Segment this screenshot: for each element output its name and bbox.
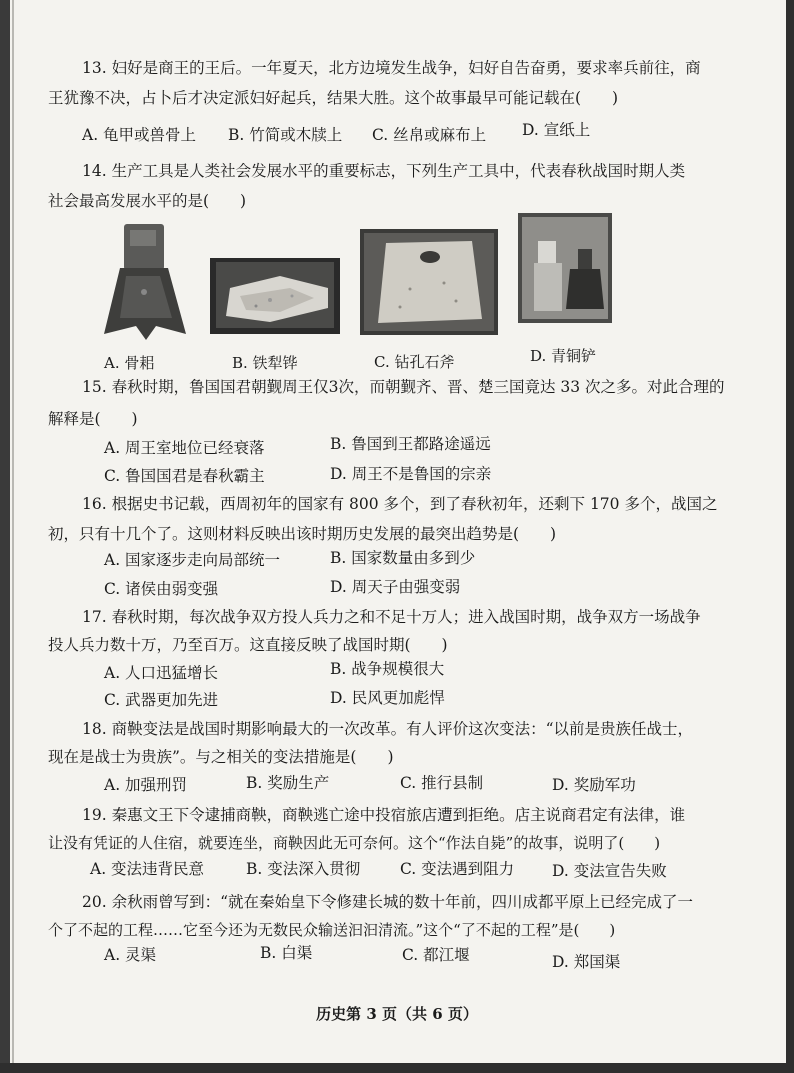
- bronze-spade-image: [518, 213, 612, 323]
- question-20-stem-2: 个了不起的工程……它至今还为无数民众输送汩汩清流。”这个“了不起的工程”是( ): [48, 921, 616, 939]
- question-13-option-c: C. 丝帛或麻布上: [372, 126, 487, 144]
- question-16-option-b: B. 国家数量由多到少: [330, 549, 476, 567]
- question-17-stem-2: 投人兵力数十万，乃至百万。这直接反映了战国时期( ): [48, 636, 448, 654]
- question-20-option-c: C. 都江堰: [402, 946, 470, 964]
- question-19-stem-1: 19. 秦惠文王下令逮捕商鞅，商鞅逃亡途中投宿旅店遭到拒绝。店主说商君定有法律，谁: [82, 806, 686, 824]
- question-13-option-b: B. 竹简或木牍上: [228, 126, 343, 144]
- question-14-stem-2: 社会最高发展水平的是( ): [48, 192, 247, 210]
- question-18-stem-2: 现在是战士为贵族”。与之相关的变法措施是( ): [48, 748, 394, 766]
- question-18-option-d: D. 奖励军功: [552, 776, 636, 794]
- question-13-option-d: D. 宣纸上: [522, 121, 591, 139]
- question-19-option-d: D. 变法宣告失败: [552, 862, 667, 880]
- question-15-stem-2: 解释是( ): [48, 410, 138, 428]
- question-20-option-d: D. 郑国渠: [552, 953, 621, 971]
- question-18-stem-1: 18. 商鞅变法是战国时期影响最大的一次改革。有人评价这次变法：“以前是贵族任战士，: [82, 720, 694, 738]
- scan-edge-line: [12, 0, 14, 1073]
- question-20-option-a: A. 灵渠: [104, 946, 157, 964]
- question-13-stem-2: 王犹豫不决，占卜后才决定派妇好起兵，结果大胜。这个故事最早可能记载在( ): [48, 89, 619, 107]
- question-17-option-a: A. 人口迅猛增长: [104, 664, 219, 682]
- question-17-stem-1: 17. 春秋时期，每次战争双方投人兵力之和不足十万人；进入战国时期，战争双方一场战争: [82, 608, 701, 626]
- question-17-option-b: B. 战争规模很大: [330, 660, 445, 678]
- question-17-option-c: C. 武器更加先进: [104, 691, 219, 709]
- question-20-option-b: B. 白渠: [260, 944, 313, 962]
- question-14-caption-c: C. 钻孔石斧: [374, 353, 455, 371]
- question-14-stem-1: 14. 生产工具是人类社会发展水平的重要标志，下列生产工具中，代表春秋战国时期人类: [82, 162, 686, 180]
- question-14-caption-d: D. 青铜铲: [530, 347, 597, 365]
- iron-plowshare-image: [210, 258, 340, 334]
- question-18-option-b: B. 奖励生产: [246, 774, 330, 792]
- question-16-stem-1: 16. 根据史书记载，西周初年的国家有 800 多个，到了春秋初年，还剩下 170 多个，战国之: [82, 495, 718, 513]
- question-16-option-d: D. 周天子由强变弱: [330, 578, 461, 596]
- question-15-option-a: A. 周王室地位已经衰落: [104, 439, 265, 457]
- question-17-option-d: D. 民风更加彪悍: [330, 689, 445, 707]
- question-16-option-c: C. 诸侯由弱变强: [104, 580, 219, 598]
- scan-edge-bottom: [0, 1063, 794, 1073]
- question-16-stem-2: 初，只有十几个了。这则材料反映出该时期历史发展的最突出趋势是( ): [48, 525, 557, 543]
- question-18-option-a: A. 加强刑罚: [104, 776, 188, 794]
- question-19-option-b: B. 变法深入贯彻: [246, 860, 361, 878]
- question-15-stem-1: 15. 春秋时期，鲁国国君朝觐周王仅3次，而朝觐齐、晋、楚三国竟达 33 次之多。对此合理的: [82, 378, 725, 396]
- question-15-option-b: B. 鲁国到王都路途遥远: [330, 435, 491, 453]
- question-13-stem-1: 13. 妇好是商王的王后。一年夏天，北方边境发生战争，妇好自告奋勇，要求率兵前往，商: [82, 59, 701, 77]
- question-15-option-d: D. 周王不是鲁国的宗亲: [330, 465, 492, 483]
- scan-edge-right: [786, 0, 794, 1073]
- scan-edge-left: [0, 0, 10, 1073]
- drilled-stone-axe-image: [360, 229, 498, 335]
- bone-spade-image: [100, 222, 192, 342]
- question-19-stem-2: 让没有凭证的人住宿，就要连坐，商鞅因此无可奈何。这个“作法自毙”的故事，说明了( ): [48, 834, 661, 852]
- question-20-stem-1: 20. 余秋雨曾写到：“就在秦始皇下令修建长城的数十年前，四川成都平原上已经完成了一: [82, 893, 694, 911]
- question-19-option-a: A. 变法违背民意: [90, 860, 205, 878]
- question-18-option-c: C. 推行县制: [400, 774, 484, 792]
- question-13-option-a: A. 龟甲或兽骨上: [82, 126, 197, 144]
- question-19-option-c: C. 变法遇到阻力: [400, 860, 515, 878]
- page-footer: 历史第 3 页（共 6 页）: [316, 1005, 478, 1023]
- question-14-caption-b: B. 铁犁铧: [232, 354, 298, 372]
- question-14-caption-a: A. 骨耜: [104, 354, 155, 372]
- question-15-option-c: C. 鲁国国君是春秋霸主: [104, 467, 265, 485]
- question-16-option-a: A. 国家逐步走向局部统一: [104, 551, 281, 569]
